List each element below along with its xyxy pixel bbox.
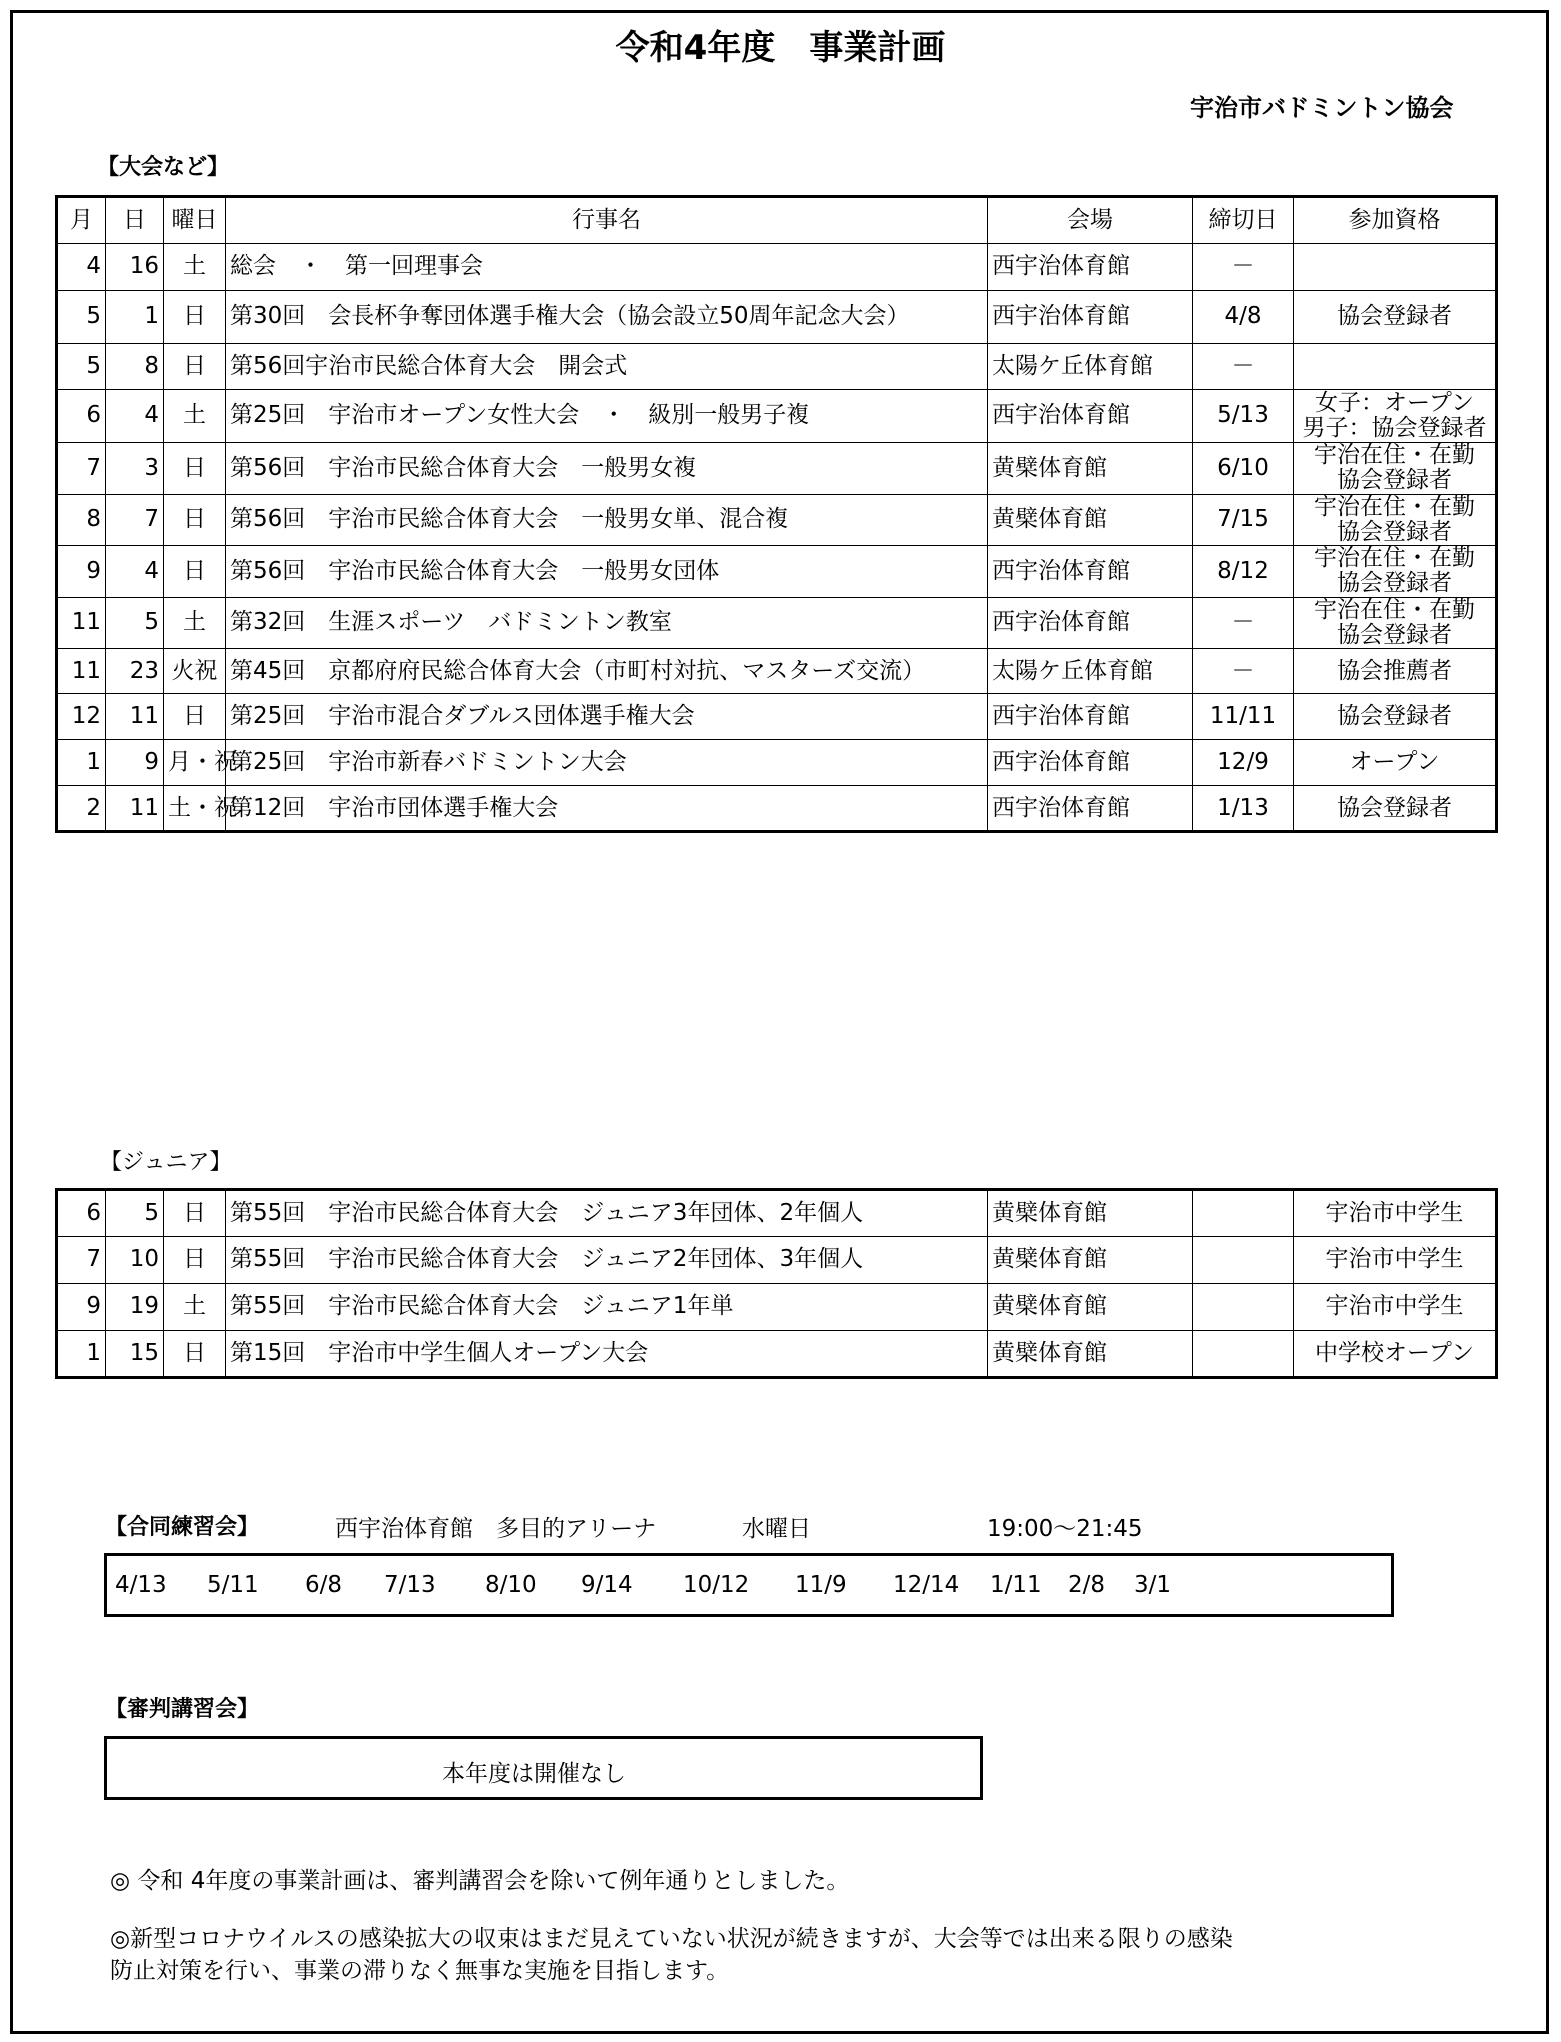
practice-date: 7/13 [384, 1572, 436, 1598]
cell-event-name: 第12回 宇治市団体選手権大会 [226, 786, 988, 832]
cell-month: 11 [57, 649, 106, 694]
referee-text: 本年度は開催なし [442, 1761, 626, 1787]
cell-deadline: 1/13 [1193, 786, 1294, 832]
cell-day: 5 [106, 597, 164, 649]
cell-deadline [1193, 1237, 1294, 1284]
cell-venue: 黄檗体育館 [988, 1190, 1193, 1237]
events-row [57, 443, 1497, 495]
cell-venue: 黄檗体育館 [988, 1237, 1193, 1284]
cell-eligibility: 協会登録者 [1294, 694, 1497, 740]
cell-eligibility [1294, 344, 1497, 390]
cell-event-name: 第25回 宇治市オープン女性大会 ・ 級別一般男子複 [226, 390, 988, 443]
cell-venue: 太陽ケ丘体育館 [988, 649, 1193, 694]
practice-date: 12/14 [893, 1572, 960, 1598]
practice-weekday: 水曜日 [742, 1516, 811, 1542]
events-row [57, 597, 1497, 649]
cell-deadline: 6/10 [1193, 443, 1294, 495]
cell-eligibility: 女子：オープン 男子：協会登録者 [1294, 390, 1497, 443]
cell-month: 1 [57, 1331, 106, 1378]
cell-weekday: 月・祝 [164, 740, 226, 786]
events-row [57, 494, 1497, 546]
cell-weekday: 火祝 [164, 649, 226, 694]
cell-weekday: 土 [164, 597, 226, 649]
cell-day: 4 [106, 390, 164, 443]
cell-day: 11 [106, 786, 164, 832]
cell-month: 7 [57, 1237, 106, 1284]
cell-deadline [1193, 1190, 1294, 1237]
cell-venue: 黄檗体育館 [988, 494, 1193, 546]
events-header-row [57, 197, 1497, 244]
cell-weekday: 日 [164, 344, 226, 390]
cell-eligibility: 宇治在住・在勤 協会登録者 [1294, 443, 1497, 495]
cell-venue: 西宇治体育館 [988, 291, 1193, 344]
cell-weekday: 日 [164, 1237, 226, 1284]
cell-event-name: 第56回 宇治市民総合体育大会 一般男女単、混合複 [226, 494, 988, 546]
cell-day: 10 [106, 1237, 164, 1284]
practice-date: 10/12 [683, 1572, 750, 1598]
events-row [57, 291, 1497, 344]
page-title: 令和4年度 事業計画 [615, 28, 946, 68]
column-header-month: 月 [57, 197, 106, 244]
cell-day: 11 [106, 694, 164, 740]
cell-eligibility: 宇治市中学生 [1294, 1190, 1497, 1237]
cell-day: 8 [106, 344, 164, 390]
events-table [55, 195, 1498, 833]
cell-event-name: 第55回 宇治市民総合体育大会 ジュニア1年単 [226, 1284, 988, 1331]
cell-deadline: 5/13 [1193, 390, 1294, 443]
events-row [57, 344, 1497, 390]
cell-month: 8 [57, 494, 106, 546]
cell-venue: 西宇治体育館 [988, 786, 1193, 832]
practice-date: 6/8 [305, 1572, 343, 1598]
practice-date: 11/9 [795, 1572, 847, 1598]
cell-event-name: 第32回 生涯スポーツ バドミントン教室 [226, 597, 988, 649]
practice-date: 5/11 [207, 1572, 259, 1598]
cell-month: 4 [57, 244, 106, 291]
practice-date: 8/10 [485, 1572, 537, 1598]
cell-event-name: 第15回 宇治市中学生個人オープン大会 [226, 1331, 988, 1378]
cell-weekday: 土 [164, 390, 226, 443]
cell-event-name: 第56回宇治市民総合体育大会 開会式 [226, 344, 988, 390]
cell-venue: 西宇治体育館 [988, 740, 1193, 786]
cell-venue: 西宇治体育館 [988, 597, 1193, 649]
junior-row [57, 1237, 1497, 1284]
column-header-day: 日 [106, 197, 164, 244]
cell-event-name: 第30回 会長杯争奪団体選手権大会（協会設立50周年記念大会） [226, 291, 988, 344]
section-heading-junior: 【ジュニア】 [100, 1150, 232, 1175]
cell-eligibility: オープン [1294, 740, 1497, 786]
cell-event-name: 第45回 京都府府民総合体育大会（市町村対抗、マスターズ交流） [226, 649, 988, 694]
cell-day: 3 [106, 443, 164, 495]
column-header-weekday: 曜日 [164, 197, 226, 244]
cell-venue: 黄檗体育館 [988, 1284, 1193, 1331]
organization-name: 宇治市バドミントン協会 [1190, 94, 1454, 122]
practice-date: 9/14 [581, 1572, 633, 1598]
cell-deadline: － [1193, 597, 1294, 649]
practice-date: 3/1 [1134, 1572, 1172, 1598]
cell-event-name: 第55回 宇治市民総合体育大会 ジュニア3年団体、2年個人 [226, 1190, 988, 1237]
cell-weekday: 日 [164, 694, 226, 740]
cell-month: 1 [57, 740, 106, 786]
cell-day: 7 [106, 494, 164, 546]
section-heading-referee: 【審判講習会】 [105, 1697, 260, 1722]
cell-event-name: 第25回 宇治市新春バドミントン大会 [226, 740, 988, 786]
cell-eligibility: 宇治市中学生 [1294, 1284, 1497, 1331]
events-row [57, 694, 1497, 740]
column-header-event-name: 行事名 [226, 197, 988, 244]
cell-event-name: 第55回 宇治市民総合体育大会 ジュニア2年団体、3年個人 [226, 1237, 988, 1284]
cell-day: 19 [106, 1284, 164, 1331]
junior-row [57, 1190, 1497, 1237]
cell-deadline: 11/11 [1193, 694, 1294, 740]
cell-deadline [1193, 1284, 1294, 1331]
cell-day: 16 [106, 244, 164, 291]
note-1: ◎ 令和 4年度の事業計画は、審判講習会を除いて例年通りとしました。 [110, 1868, 850, 1894]
column-header-venue: 会場 [988, 197, 1193, 244]
cell-eligibility [1294, 244, 1497, 291]
cell-deadline [1193, 1331, 1294, 1378]
referee-box [104, 1736, 983, 1800]
cell-deadline: 7/15 [1193, 494, 1294, 546]
cell-eligibility: 宇治市中学生 [1294, 1237, 1497, 1284]
cell-month: 6 [57, 1190, 106, 1237]
cell-day: 5 [106, 1190, 164, 1237]
cell-day: 9 [106, 740, 164, 786]
cell-venue: 黄檗体育館 [988, 443, 1193, 495]
cell-deadline: － [1193, 344, 1294, 390]
events-row [57, 786, 1497, 832]
column-header-deadline: 締切日 [1193, 197, 1294, 244]
practice-venue: 西宇治体育館 多目的アリーナ [335, 1516, 657, 1542]
practice-time: 19:00～21:45 [987, 1516, 1143, 1542]
events-row [57, 649, 1497, 694]
junior-row [57, 1284, 1497, 1331]
cell-eligibility: 宇治在住・在勤 協会登録者 [1294, 494, 1497, 546]
cell-venue: 西宇治体育館 [988, 694, 1193, 740]
cell-eligibility: 協会登録者 [1294, 786, 1497, 832]
cell-eligibility: 協会登録者 [1294, 291, 1497, 344]
cell-day: 23 [106, 649, 164, 694]
events-row [57, 390, 1497, 443]
practice-dates-box [104, 1553, 1394, 1617]
cell-month: 9 [57, 1284, 106, 1331]
cell-venue: 西宇治体育館 [988, 244, 1193, 291]
cell-event-name: 総会 ・ 第一回理事会 [226, 244, 988, 291]
events-row [57, 740, 1497, 786]
cell-day: 4 [106, 546, 164, 598]
cell-deadline: 12/9 [1193, 740, 1294, 786]
cell-deadline: － [1193, 244, 1294, 291]
cell-venue: 黄檗体育館 [988, 1331, 1193, 1378]
cell-month: 6 [57, 390, 106, 443]
junior-row [57, 1331, 1497, 1378]
events-row [57, 244, 1497, 291]
cell-weekday: 土 [164, 244, 226, 291]
cell-weekday: 日 [164, 291, 226, 344]
events-row [57, 546, 1497, 598]
cell-day: 15 [106, 1331, 164, 1378]
cell-weekday: 日 [164, 1190, 226, 1237]
cell-weekday: 日 [164, 546, 226, 598]
practice-date: 2/8 [1068, 1572, 1106, 1598]
note-3: 防止対策を行い、事業の滞りなく無事な実施を目指します。 [110, 1958, 730, 1984]
section-heading-practice: 【合同練習会】 [105, 1515, 260, 1540]
cell-day: 1 [106, 291, 164, 344]
practice-date: 1/11 [990, 1572, 1042, 1598]
cell-month: 7 [57, 443, 106, 495]
cell-weekday: 土 [164, 1284, 226, 1331]
cell-weekday: 日 [164, 494, 226, 546]
practice-date: 4/13 [115, 1572, 167, 1598]
cell-month: 2 [57, 786, 106, 832]
cell-month: 5 [57, 344, 106, 390]
cell-deadline: 8/12 [1193, 546, 1294, 598]
cell-event-name: 第56回 宇治市民総合体育大会 一般男女複 [226, 443, 988, 495]
column-header-eligibility: 参加資格 [1294, 197, 1497, 244]
cell-weekday: 土・祝 [164, 786, 226, 832]
cell-eligibility: 協会推薦者 [1294, 649, 1497, 694]
junior-table [55, 1188, 1498, 1379]
cell-month: 5 [57, 291, 106, 344]
section-heading-events: 【大会など】 [97, 155, 230, 180]
cell-eligibility: 中学校オープン [1294, 1331, 1497, 1378]
cell-venue: 西宇治体育館 [988, 390, 1193, 443]
cell-venue: 太陽ケ丘体育館 [988, 344, 1193, 390]
cell-month: 12 [57, 694, 106, 740]
cell-weekday: 日 [164, 443, 226, 495]
cell-month: 11 [57, 597, 106, 649]
cell-venue: 西宇治体育館 [988, 546, 1193, 598]
cell-deadline: 4/8 [1193, 291, 1294, 344]
note-2: ◎新型コロナウイルスの感染拡大の収束はまだ見えていない状況が続きますが、大会等では出来る限りの感染 [110, 1926, 1233, 1952]
cell-event-name: 第25回 宇治市混合ダブルス団体選手権大会 [226, 694, 988, 740]
cell-month: 9 [57, 546, 106, 598]
cell-event-name: 第56回 宇治市民総合体育大会 一般男女団体 [226, 546, 988, 598]
cell-weekday: 日 [164, 1331, 226, 1378]
cell-eligibility: 宇治在住・在勤 協会登録者 [1294, 597, 1497, 649]
cell-eligibility: 宇治在住・在勤 協会登録者 [1294, 546, 1497, 598]
cell-deadline: － [1193, 649, 1294, 694]
